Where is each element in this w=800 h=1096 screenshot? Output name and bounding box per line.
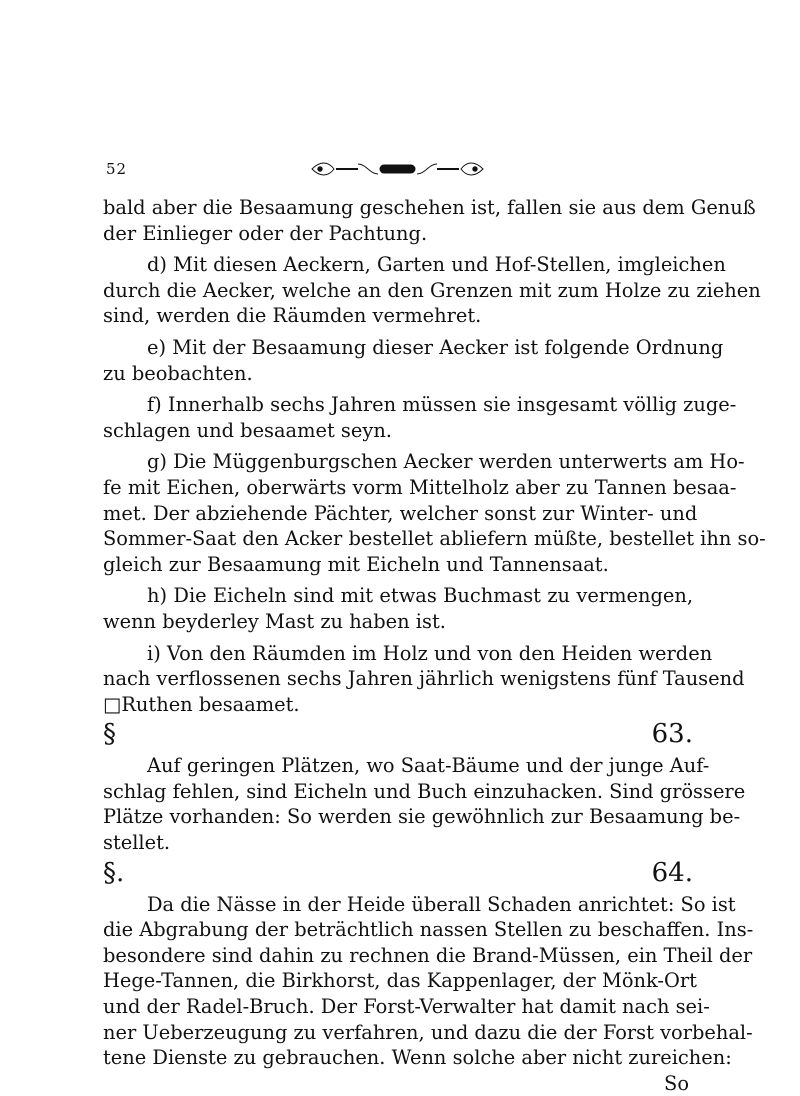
text-line: schlag fehlen, sind Eicheln und Buch einzuhacken. Sind grössere [103,779,746,803]
text-line: schlagen und besaamet seyn. [103,418,392,442]
text-line: und der Radel-Bruch. Der Forst-Verwalter hat damit nach sei- [103,995,710,1019]
text-line: wenn beyderley Mast zu haben ist. [103,609,446,633]
text-line: fe mit Eichen, oberwärts vorm Mittelholz aber zu Tannen besaa- [103,475,737,499]
text-line: i) Von den Räumden im Holz und von den Heiden werden [147,641,713,665]
text-line: zu beobachten. [103,361,253,385]
text-line: die Abgrabung der beträchtlich nassen Stellen zu beschaffen. Ins- [103,918,754,942]
text-line: Auf geringen Plätzen, wo Saat-Bäume und der junge Auf- [147,754,710,778]
body-text [103,195,766,1096]
page-number: 52 [106,160,128,178]
text-line: ner Ueberzeugung zu verfahren, und dazu die der Forst vorbehal- [103,1020,753,1044]
catchword: So [664,1071,689,1095]
text-line: durch die Aecker, welche an den Grenzen mit zum Holze zu ziehen [103,278,761,302]
text-line: □Ruthen besaamet. [103,692,300,716]
decorative-rule-ornament [310,158,485,180]
text-line: met. Der abziehende Pächter, welcher sonst zur Winter- und [103,501,698,525]
section-heading: § 63. [103,719,693,750]
text-line: Plätze vorhanden: So werden sie gewöhnlich zur Besaamung be- [103,805,741,829]
text-line: Da die Nässe in der Heide überall Schaden anrichtet: So ist [147,892,736,916]
text-line: e) Mit der Besaamung dieser Aecker ist folgende Ordnung [147,335,724,359]
text-line: nach verflossenen sechs Jahren jährlich wenigstens fünf Tausend [103,667,745,691]
text-line: g) Die Müggenburgschen Aecker werden unterwerts am Ho- [147,450,745,474]
text-line: besondere sind dahin zu rechnen die Brand-Müssen, ein Theil der [103,943,753,967]
text-line: Sommer-Saat den Acker bestellet abliefern müßte, bestellet ihn so- [103,527,766,551]
text-line: tene Dienste zu gebrauchen. Wenn solche aber nicht zureichen: [103,1046,732,1070]
text-line: d) Mit diesen Aeckern, Garten und Hof-Stellen, imgleichen [147,253,726,277]
section-heading: §. 64. [103,857,693,888]
text-line: bald aber die Besaamung geschehen ist, fallen sie aus dem Genuß [103,196,756,219]
text-line: der Einlieger oder der Pachtung. [103,221,428,245]
text-line: sind, werden die Räumden vermehret. [103,304,482,328]
text-line: stellet. [103,831,171,855]
text-line: f) Innerhalb sechs Jahren müssen sie insgesamt völlig zuge- [147,393,737,417]
text-line: h) Die Eicheln sind mit etwas Buchmast zu vermengen, [147,584,693,608]
text-line: Hege-Tannen, die Birkhorst, das Kappenlager, der Mönk-Ort [103,969,697,993]
text-line: gleich zur Besaamung mit Eicheln und Tannensaat. [103,552,609,576]
